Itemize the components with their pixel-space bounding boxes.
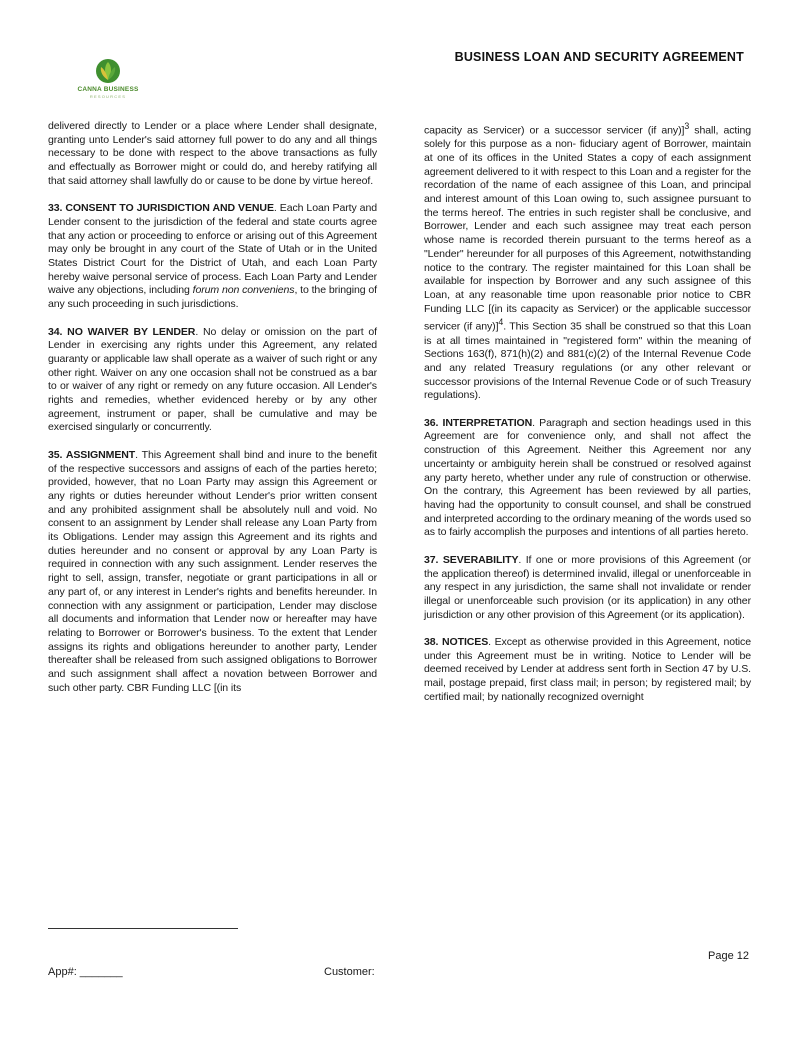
section-33-body-b: , to the bringing of any such proceeding in such jurisdictions. [48, 284, 377, 311]
company-logo [72, 58, 144, 99]
section-38 [424, 636, 751, 705]
section-38-title: 38. NOTICES [424, 636, 489, 648]
cannabis-leaf-icon [95, 58, 121, 84]
section-38-body: . Except as otherwise provided in this Agreement, notice under this Agreement must be in writing. Notice to Lender will be deemed received by Lender at address sent forth in Section 47 by U.S. mail, postage prepaid, first class mail; in person; by registered mail; by certified mail; by nationally recognized overnight [424, 636, 751, 703]
section-36-body: . Paragraph and section headings used in this Agreement are for convenience only, and shall not affect the construction of this Agreement. Neither this Agreement nor any uncertainty or ambiguity herein shall be construed or resolved against any party hereto, whether under any rule of construction or otherwise. On the contrary, this Agreement has been reviewed by all parties, having had the opportunity to consult counsel, and shall be construed and interpreted according to the ordinary meaning of the words used so as to fairly accomplish the purposes and intentions of all parties hereto. [424, 416, 751, 539]
section-35-cont-a: capacity as Servicer) or a successor servicer (if any)] [424, 124, 685, 137]
footnote-ref-4: 4 [498, 317, 504, 328]
footnote-ref-3: 3 [684, 121, 690, 131]
section-34-title: 34. NO WAIVER BY LENDER [48, 325, 196, 338]
section-35-body: . This Agreement shall bind and inure to the benefit of the respective successors and assigns of each of the parties hereto; provided, however, that no Loan Party may assign this Agreement or any rights or duties hereunder without Lender's prior written consent and any prohibited assignment shall be absolutely null and void. No consent to an assignment by Lender shall release any Loan Party from its Obligations. Lender may assign this Agreement and its rights and duties hereunder and no consent or approval by any Loan Party is required in connection with any such assignment. Lender reserves the right to sell, assign, transfer, negotiate or grant participations in all or any part of, or any interest in Lender's rights and benefits hereunder. In connection with any assignment or participation, Lender may disclose all documents and information that Lender now or hereafter may have relating to Borrower or Borrower's business. To the extent that Lender assigns its rights and obligations hereunder to another party, Lender thereafter shall be released from such assigned obligations to Borrower and such assignment shall affect a novation between Borrower and such other party. CBR Funding LLC [(in its [48, 448, 377, 694]
section-36-title: 36. INTERPRETATION [424, 416, 533, 429]
section-35 [48, 449, 377, 696]
logo-tagline: RESOURCES [89, 94, 127, 99]
section-33 [48, 202, 377, 312]
app-number-field: App#: _______ [48, 966, 123, 978]
customer-field: Customer: [324, 966, 375, 978]
section-33-italic: forum non conveniens [192, 284, 295, 297]
page-number: Page 12 [708, 950, 749, 962]
section-33-body-a: . Each Loan Party and Lender consent to the jurisdiction of the federal and state courts agree that any action or proceeding to enforce or arising out of this Agreement may only be brought in any court of the State of Utah or in the United States District Court for the District of Utah, and each Loan Party hereby waive personal service of process. Each Loan Party and Lender waive any objections, including [48, 202, 377, 297]
section-34-body: . No delay or omission on the part of Lender in exercising any rights under this Agreement, any related guaranty or applicable law shall operate as a waiver of such right or any other right. Waiver on any one occasion shall not be construed as a bar to or waiver of any right or remedy on any future occasion. All Lender's rights and remedies, whether evidenced hereby or by any other agreement, instrument or paper, shall be cumulative and may be exercised singularly or concurrently. [48, 325, 377, 434]
section-35-continuation [424, 120, 751, 403]
logo-name: CANNA BUSINESS [77, 86, 139, 93]
section-35-title: 35. ASSIGNMENT [48, 448, 136, 461]
right-column [424, 120, 751, 718]
left-column [48, 120, 377, 709]
section-37-title: 37. SEVERABILITY [424, 553, 519, 566]
footnote-divider [48, 928, 238, 929]
section-32-continuation: delivered directly to Lender or a place where Lender shall designate, granting unto Lender's said attorney full power to do any and all things necessary to be done with respect to the above transactions as fully and effectually as Borrower might or could do, and hereby ratifying all that said attorney shall lawfully do or cause to be done by virtue hereof. [48, 120, 377, 187]
section-34 [48, 326, 377, 436]
section-37-body: . If one or more provisions of this Agreement (or the application thereof) is determined invalid, illegal or unenforceable in any respect in any jurisdiction, the same shall not invalidate or render illegal or unenforceable such provision (or its application) in any other jurisdiction or any other provision of this Agreement (or its application). [424, 553, 752, 621]
document-title: BUSINESS LOAN AND SECURITY AGREEMENT [454, 50, 744, 64]
section-35-cont-c: . This Section 35 shall be construed so that this Loan is at all times maintained in "registered form" within the meaning of Sections 163(f), 871(h)(2) and 881(c)(2) of the Internal Revenue Code and any related Treasury regulations (or any other relevant or successor provisions of the Internal Revenue Code or of such Treasury regulations). [424, 320, 751, 402]
section-36 [424, 417, 751, 540]
section-35-cont-b: shall, acting solely for this purpose as a non- fiduciary agent of Borrower, maintain at one of its offices in the United States a copy of each assignment agreement delivered to it with respect to this Loan and a register for the recordation of the name of each assignee of this Loan, and principal and interest amount of this Loan owing to, such assignee pursuant to the terms hereof. The entries in such register shall be conclusive, and Borrower, Lender and each such assignee may treat each person whose name is recorded therein pursuant to the terms hereof as a "Lender" hereunder for all purposes of this Agreement, notwithstanding notice to the contrary. The register maintained for this Loan shall be available for inspection by Borrower and any such assignee of this Loan, at any reasonable time upon reasonable prior notice to CBR Funding LLC [(in its capacity as Servicer) or the applicable successor servicer (if any)] [424, 124, 751, 333]
section-33-title: 33. CONSENT TO JURISDICTION AND VENUE [48, 202, 274, 215]
section-37 [424, 554, 751, 623]
